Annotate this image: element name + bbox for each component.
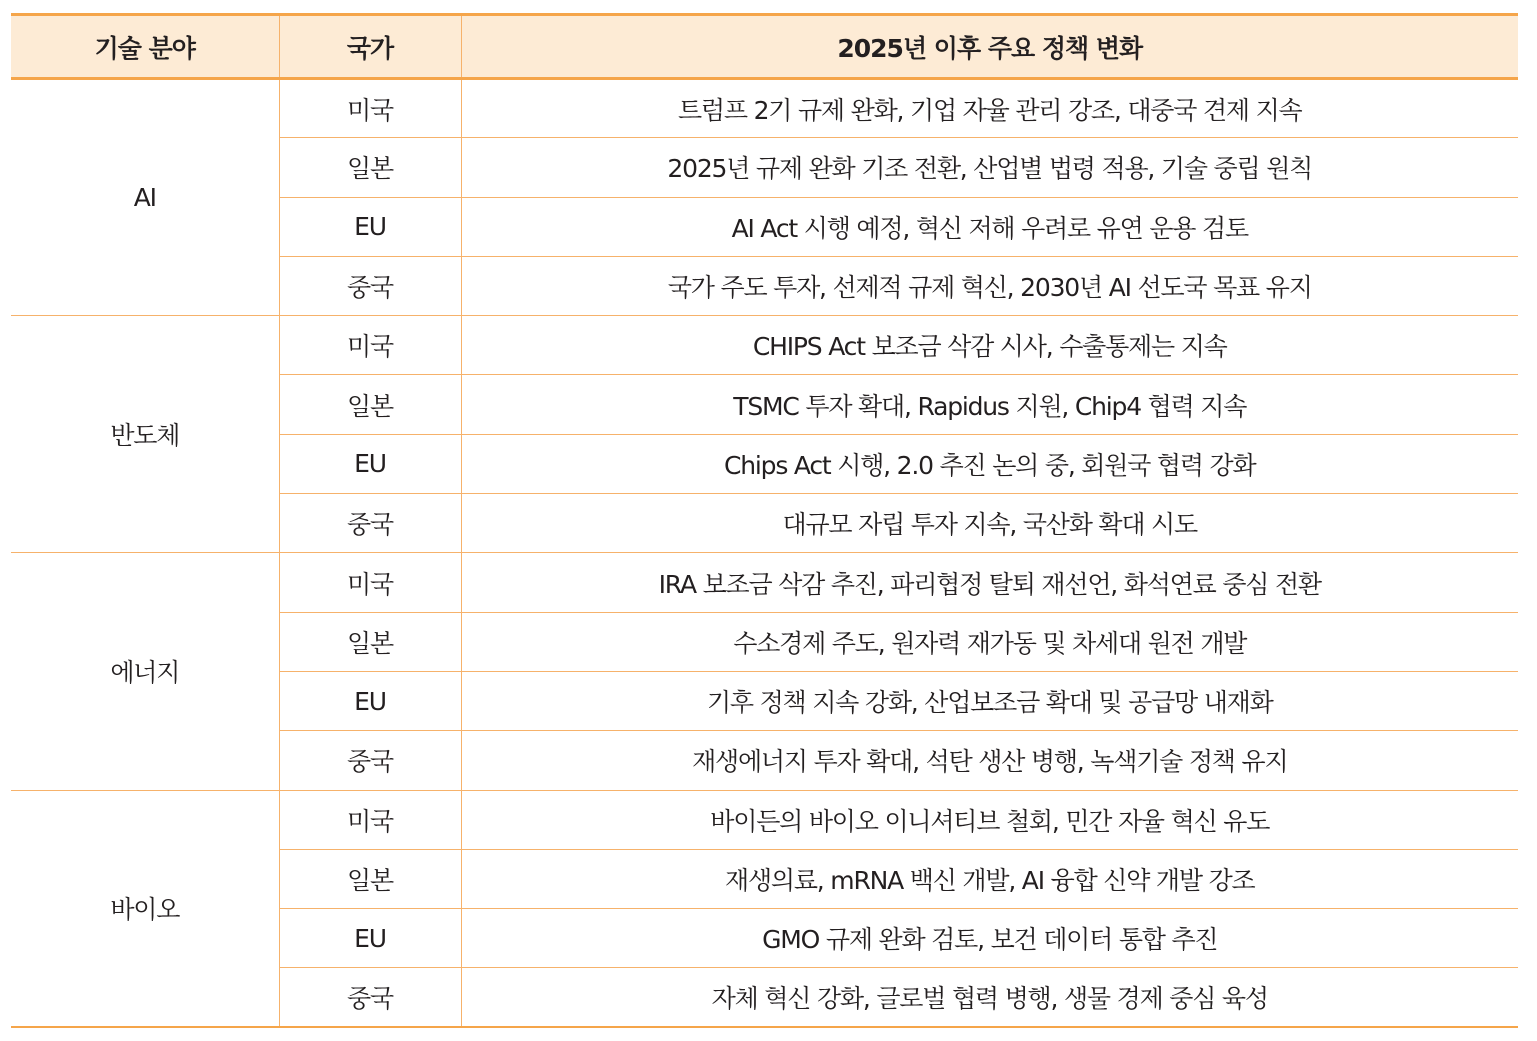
country-cell: 일본	[279, 138, 461, 197]
country-cell: EU	[279, 197, 461, 256]
field-cell-bio: 바이오	[11, 790, 279, 1027]
policy-cell: Chips Act 시행, 2.0 추진 논의 중, 회원국 협력 강화	[461, 434, 1518, 493]
header-country: 국가	[279, 15, 461, 79]
country-cell: 미국	[279, 790, 461, 849]
policy-table	[11, 13, 1518, 1028]
table-row	[11, 553, 1518, 612]
policy-cell: 재생의료, mRNA 백신 개발, AI 융합 신약 개발 강조	[461, 849, 1518, 908]
country-cell: 중국	[279, 968, 461, 1027]
field-cell-energy: 에너지	[11, 553, 279, 790]
table-row	[11, 790, 1518, 849]
country-cell: 일본	[279, 612, 461, 671]
policy-cell: 트럼프 2기 규제 완화, 기업 자율 관리 강조, 대중국 견제 지속	[461, 79, 1518, 138]
policy-cell: 재생에너지 투자 확대, 석탄 생산 병행, 녹색기술 정책 유지	[461, 731, 1518, 790]
country-cell: 미국	[279, 553, 461, 612]
country-cell: EU	[279, 909, 461, 968]
header-field: 기술 분야	[11, 15, 279, 79]
table-row	[11, 316, 1518, 375]
policy-cell: CHIPS Act 보조금 삭감 시사, 수출통제는 지속	[461, 316, 1518, 375]
policy-cell: 대규모 자립 투자 지속, 국산화 확대 시도	[461, 494, 1518, 553]
policy-cell: 자체 혁신 강화, 글로벌 협력 병행, 생물 경제 중심 육성	[461, 968, 1518, 1027]
header-policy: 2025년 이후 주요 정책 변화	[461, 15, 1518, 79]
country-cell: 중국	[279, 256, 461, 315]
country-cell: 미국	[279, 316, 461, 375]
policy-cell: AI Act 시행 예정, 혁신 저해 우려로 유연 운용 검토	[461, 197, 1518, 256]
country-cell: EU	[279, 671, 461, 730]
country-cell: 미국	[279, 79, 461, 138]
header-row	[11, 15, 1518, 79]
policy-cell: IRA 보조금 삭감 추진, 파리협정 탈퇴 재선언, 화석연료 중심 전환	[461, 553, 1518, 612]
country-cell: 중국	[279, 494, 461, 553]
field-cell-ai: AI	[11, 79, 279, 316]
country-cell: 일본	[279, 375, 461, 434]
country-cell: EU	[279, 434, 461, 493]
policy-cell: TSMC 투자 확대, Rapidus 지원, Chip4 협력 지속	[461, 375, 1518, 434]
policy-cell: 기후 정책 지속 강화, 산업보조금 확대 및 공급망 내재화	[461, 671, 1518, 730]
field-cell-semiconductor: 반도체	[11, 316, 279, 553]
table-row	[11, 79, 1518, 138]
policy-cell: GMO 규제 완화 검토, 보건 데이터 통합 추진	[461, 909, 1518, 968]
policy-cell: 바이든의 바이오 이니셔티브 철회, 민간 자율 혁신 유도	[461, 790, 1518, 849]
policy-cell: 국가 주도 투자, 선제적 규제 혁신, 2030년 AI 선도국 목표 유지	[461, 256, 1518, 315]
country-cell: 중국	[279, 731, 461, 790]
policy-cell: 수소경제 주도, 원자력 재가동 및 차세대 원전 개발	[461, 612, 1518, 671]
country-cell: 일본	[279, 849, 461, 908]
policy-cell: 2025년 규제 완화 기조 전환, 산업별 법령 적용, 기술 중립 원칙	[461, 138, 1518, 197]
